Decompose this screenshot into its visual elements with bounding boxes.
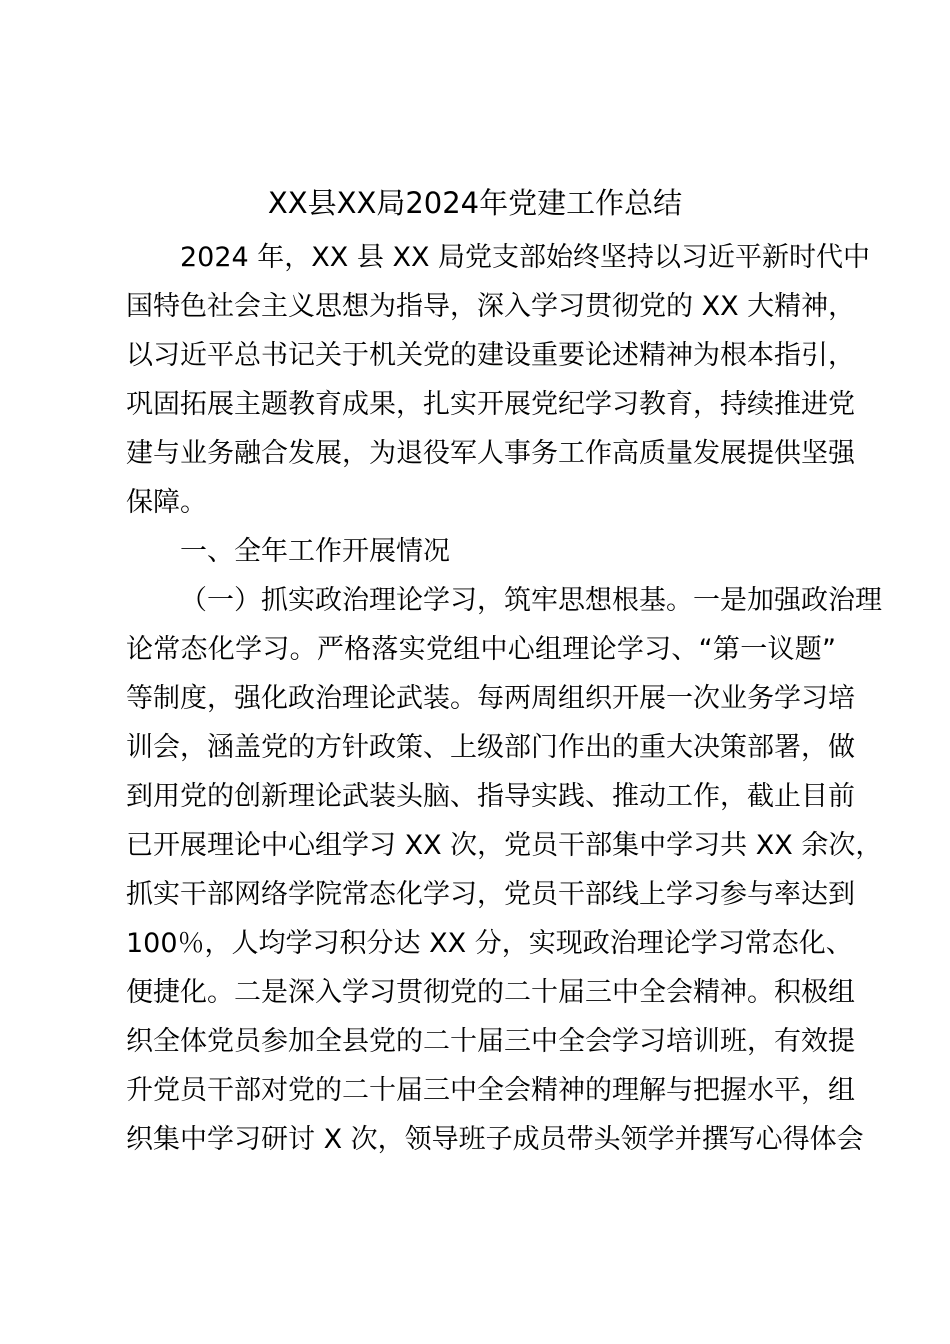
text-line: 2024 年，XX 县 XX 局党支部始终坚持以习近平新时代中 xyxy=(180,242,871,273)
text-line: 等制度，强化政治理论武装。每两周组织开展一次业务学习培 xyxy=(126,683,855,714)
text-line: 已开展理论中心组学习 XX 次，党员干部集中学习共 XX 余次， xyxy=(126,830,883,861)
text-line: 100％，人均学习积分达 XX 分，实现政治理论学习常态化、 xyxy=(126,928,853,959)
text-line: 保障。 xyxy=(126,487,207,518)
text-line: 织集中学习研讨 X 次，领导班子成员带头领学并撰写心得体会 xyxy=(126,1124,864,1155)
text-line: 国特色社会主义思想为指导，深入学习贯彻党的 XX 大精神， xyxy=(126,291,856,322)
paragraph-intro xyxy=(126,233,871,527)
paragraph-political-study xyxy=(126,576,883,1164)
text-line: 一、全年工作开展情况 xyxy=(180,536,450,567)
section-heading xyxy=(126,527,836,576)
text-line: 织全体党员参加全县党的二十届三中全会学习培训班，有效提 xyxy=(126,1026,855,1057)
text-line: 以习近平总书记关于机关党的建设重要论述精神为根本指引， xyxy=(126,340,855,371)
text-line: 训会，涵盖党的方针政策、上级部门作出的重大决策部署，做 xyxy=(126,732,855,763)
text-line: 便捷化。二是深入学习贯彻党的二十届三中全会精神。积极组 xyxy=(126,977,855,1008)
text-line: 升党员干部对党的二十届三中全会精神的理解与把握水平，组 xyxy=(126,1075,855,1106)
text-line: （一）抓实政治理论学习，筑牢思想根基。一是加强政治理 xyxy=(180,585,882,616)
text-line: 巩固拓展主题教育成果，扎实开展党纪学习教育，持续推进党 xyxy=(126,389,855,420)
text-line: 到用党的创新理论武装头脑、指导实践、推动工作，截止目前 xyxy=(126,781,855,812)
text-line: 建与业务融合发展，为退役军人事务工作高质量发展提供坚强 xyxy=(126,438,855,469)
document-body xyxy=(126,233,883,1164)
text-line: 抓实干部网络学院常态化学习，党员干部线上学习参与率达到 xyxy=(126,879,855,910)
text-line: 论常态化学习。严格落实党组中心组理论学习、“第一议题” xyxy=(126,634,836,665)
document-title: XX县XX局2024年党建工作总结 xyxy=(267,186,683,220)
